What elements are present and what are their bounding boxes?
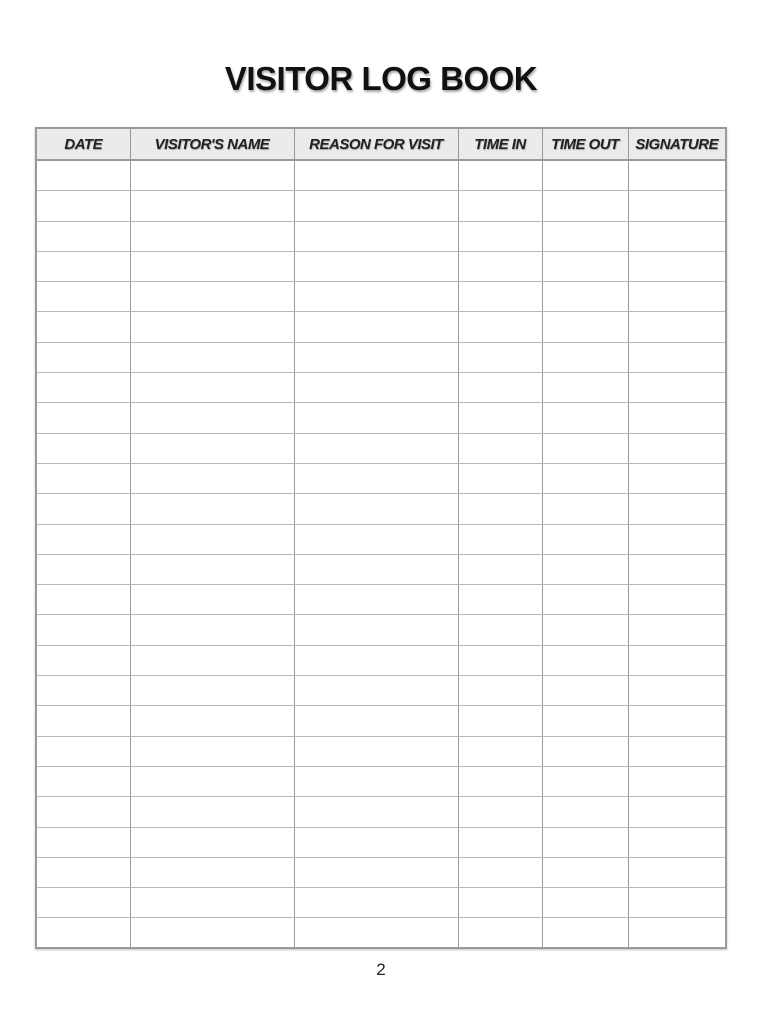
time-in-cell [458, 554, 542, 584]
table-row [37, 312, 725, 342]
time-out-cell [542, 585, 628, 615]
visitor-name-cell [130, 403, 294, 433]
date-cell [37, 706, 130, 736]
table-row [37, 736, 725, 766]
time-out-cell [542, 676, 628, 706]
signature-cell [628, 251, 725, 281]
date-cell [37, 282, 130, 312]
reason-cell [294, 373, 458, 403]
signature-cell [628, 282, 725, 312]
table-row [37, 918, 725, 948]
time-out-cell [542, 342, 628, 372]
date-cell [37, 433, 130, 463]
table-row [37, 857, 725, 887]
table-row [37, 463, 725, 493]
reason-cell [294, 554, 458, 584]
visitor-name-cell [130, 342, 294, 372]
date-cell [37, 403, 130, 433]
column-header-time-out: TIME OUT [542, 129, 628, 160]
signature-cell [628, 857, 725, 887]
time-out-cell [542, 282, 628, 312]
visitor-name-cell [130, 676, 294, 706]
table-row [37, 827, 725, 857]
signature-cell [628, 494, 725, 524]
visitor-name-cell [130, 585, 294, 615]
reason-cell [294, 494, 458, 524]
table-row [37, 342, 725, 372]
visitor-name-cell [130, 766, 294, 796]
time-in-cell [458, 373, 542, 403]
reason-cell [294, 342, 458, 372]
time-in-cell [458, 706, 542, 736]
header-row [37, 129, 725, 160]
signature-cell [628, 373, 725, 403]
reason-cell [294, 706, 458, 736]
date-cell [37, 312, 130, 342]
time-in-cell [458, 888, 542, 918]
reason-cell [294, 463, 458, 493]
date-cell [37, 524, 130, 554]
signature-cell [628, 615, 725, 645]
visitor-name-cell [130, 191, 294, 221]
date-cell [37, 251, 130, 281]
date-cell [37, 766, 130, 796]
visitor-name-cell [130, 918, 294, 948]
reason-cell [294, 251, 458, 281]
signature-cell [628, 918, 725, 948]
date-cell [37, 797, 130, 827]
visitor-name-cell [130, 494, 294, 524]
signature-cell [628, 221, 725, 251]
reason-cell [294, 221, 458, 251]
time-in-cell [458, 524, 542, 554]
signature-cell [628, 191, 725, 221]
signature-cell [628, 554, 725, 584]
time-out-cell [542, 221, 628, 251]
date-cell [37, 463, 130, 493]
time-in-cell [458, 615, 542, 645]
date-cell [37, 827, 130, 857]
table-body [37, 160, 725, 948]
table-row [37, 282, 725, 312]
visitor-name-cell [130, 221, 294, 251]
reason-cell [294, 191, 458, 221]
date-cell [37, 494, 130, 524]
time-out-cell [542, 888, 628, 918]
table-row [37, 888, 725, 918]
table-row [37, 251, 725, 281]
signature-cell [628, 463, 725, 493]
date-cell [37, 191, 130, 221]
signature-cell [628, 766, 725, 796]
table-row [37, 797, 725, 827]
visitor-name-cell [130, 524, 294, 554]
date-cell [37, 373, 130, 403]
table-row [37, 676, 725, 706]
time-out-cell [542, 797, 628, 827]
date-cell [37, 160, 130, 191]
time-in-cell [458, 676, 542, 706]
time-out-cell [542, 160, 628, 191]
signature-cell [628, 827, 725, 857]
date-cell [37, 888, 130, 918]
visitor-name-cell [130, 160, 294, 191]
time-out-cell [542, 615, 628, 645]
time-out-cell [542, 373, 628, 403]
date-cell [37, 615, 130, 645]
visitor-name-cell [130, 888, 294, 918]
time-out-cell [542, 554, 628, 584]
time-out-cell [542, 766, 628, 796]
time-out-cell [542, 736, 628, 766]
page-number: 2 [376, 960, 386, 979]
visitor-name-cell [130, 736, 294, 766]
visitor-name-cell [130, 645, 294, 675]
reason-cell [294, 282, 458, 312]
time-in-cell [458, 766, 542, 796]
date-cell [37, 857, 130, 887]
time-in-cell [458, 494, 542, 524]
time-in-cell [458, 342, 542, 372]
visitor-name-cell [130, 463, 294, 493]
visitor-name-cell [130, 827, 294, 857]
reason-cell [294, 827, 458, 857]
column-header-reason-for-visit: REASON FOR VISIT [294, 129, 458, 160]
time-in-cell [458, 585, 542, 615]
table-row [37, 373, 725, 403]
time-in-cell [458, 160, 542, 191]
reason-cell [294, 160, 458, 191]
time-in-cell [458, 312, 542, 342]
table-row [37, 160, 725, 191]
time-in-cell [458, 827, 542, 857]
visitor-name-cell [130, 282, 294, 312]
signature-cell [628, 585, 725, 615]
date-cell [37, 736, 130, 766]
visitor-name-cell [130, 554, 294, 584]
reason-cell [294, 433, 458, 463]
reason-cell [294, 585, 458, 615]
time-in-cell [458, 282, 542, 312]
signature-cell [628, 433, 725, 463]
time-out-cell [542, 433, 628, 463]
reason-cell [294, 766, 458, 796]
time-out-cell [542, 494, 628, 524]
table-row [37, 221, 725, 251]
table-row [37, 191, 725, 221]
table-row [37, 585, 725, 615]
date-cell [37, 221, 130, 251]
visitor-name-cell [130, 706, 294, 736]
time-out-cell [542, 463, 628, 493]
signature-cell [628, 676, 725, 706]
reason-cell [294, 615, 458, 645]
time-out-cell [542, 524, 628, 554]
reason-cell [294, 524, 458, 554]
reason-cell [294, 645, 458, 675]
visitor-name-cell [130, 797, 294, 827]
signature-cell [628, 342, 725, 372]
reason-cell [294, 403, 458, 433]
signature-cell [628, 645, 725, 675]
table-row [37, 403, 725, 433]
time-out-cell [542, 312, 628, 342]
time-in-cell [458, 403, 542, 433]
time-in-cell [458, 645, 542, 675]
time-in-cell [458, 251, 542, 281]
table-row [37, 433, 725, 463]
time-out-cell [542, 918, 628, 948]
table-row [37, 615, 725, 645]
signature-cell [628, 736, 725, 766]
visitor-name-cell [130, 433, 294, 463]
column-header-date: DATE [37, 129, 130, 160]
signature-cell [628, 524, 725, 554]
signature-cell [628, 160, 725, 191]
table-row [37, 494, 725, 524]
reason-cell [294, 312, 458, 342]
visitor-name-cell [130, 312, 294, 342]
reason-cell [294, 918, 458, 948]
time-out-cell [542, 706, 628, 736]
time-in-cell [458, 736, 542, 766]
visitor-log-table [35, 127, 727, 949]
time-out-cell [542, 403, 628, 433]
column-header-visitor-name: VISITOR'S NAME [130, 129, 294, 160]
reason-cell [294, 736, 458, 766]
date-cell [37, 554, 130, 584]
time-out-cell [542, 827, 628, 857]
time-in-cell [458, 191, 542, 221]
time-out-cell [542, 191, 628, 221]
date-cell [37, 645, 130, 675]
reason-cell [294, 676, 458, 706]
signature-cell [628, 706, 725, 736]
column-header-time-in: TIME IN [458, 129, 542, 160]
reason-cell [294, 857, 458, 887]
reason-cell [294, 797, 458, 827]
table-row [37, 706, 725, 736]
time-in-cell [458, 433, 542, 463]
table-row [37, 766, 725, 796]
column-header-signature: SIGNATURE [628, 129, 725, 160]
page-title: VISITOR LOG BOOK [224, 60, 538, 97]
table-row [37, 645, 725, 675]
table-row [37, 524, 725, 554]
time-in-cell [458, 918, 542, 948]
time-in-cell [458, 857, 542, 887]
date-cell [37, 585, 130, 615]
signature-cell [628, 403, 725, 433]
date-cell [37, 342, 130, 372]
visitor-name-cell [130, 373, 294, 403]
visitor-name-cell [130, 857, 294, 887]
time-out-cell [542, 251, 628, 281]
reason-cell [294, 888, 458, 918]
visitor-name-cell [130, 615, 294, 645]
table-row [37, 554, 725, 584]
time-in-cell [458, 221, 542, 251]
date-cell [37, 676, 130, 706]
time-out-cell [542, 645, 628, 675]
visitor-name-cell [130, 251, 294, 281]
signature-cell [628, 797, 725, 827]
time-in-cell [458, 463, 542, 493]
time-out-cell [542, 857, 628, 887]
date-cell [37, 918, 130, 948]
signature-cell [628, 888, 725, 918]
time-in-cell [458, 797, 542, 827]
signature-cell [628, 312, 725, 342]
